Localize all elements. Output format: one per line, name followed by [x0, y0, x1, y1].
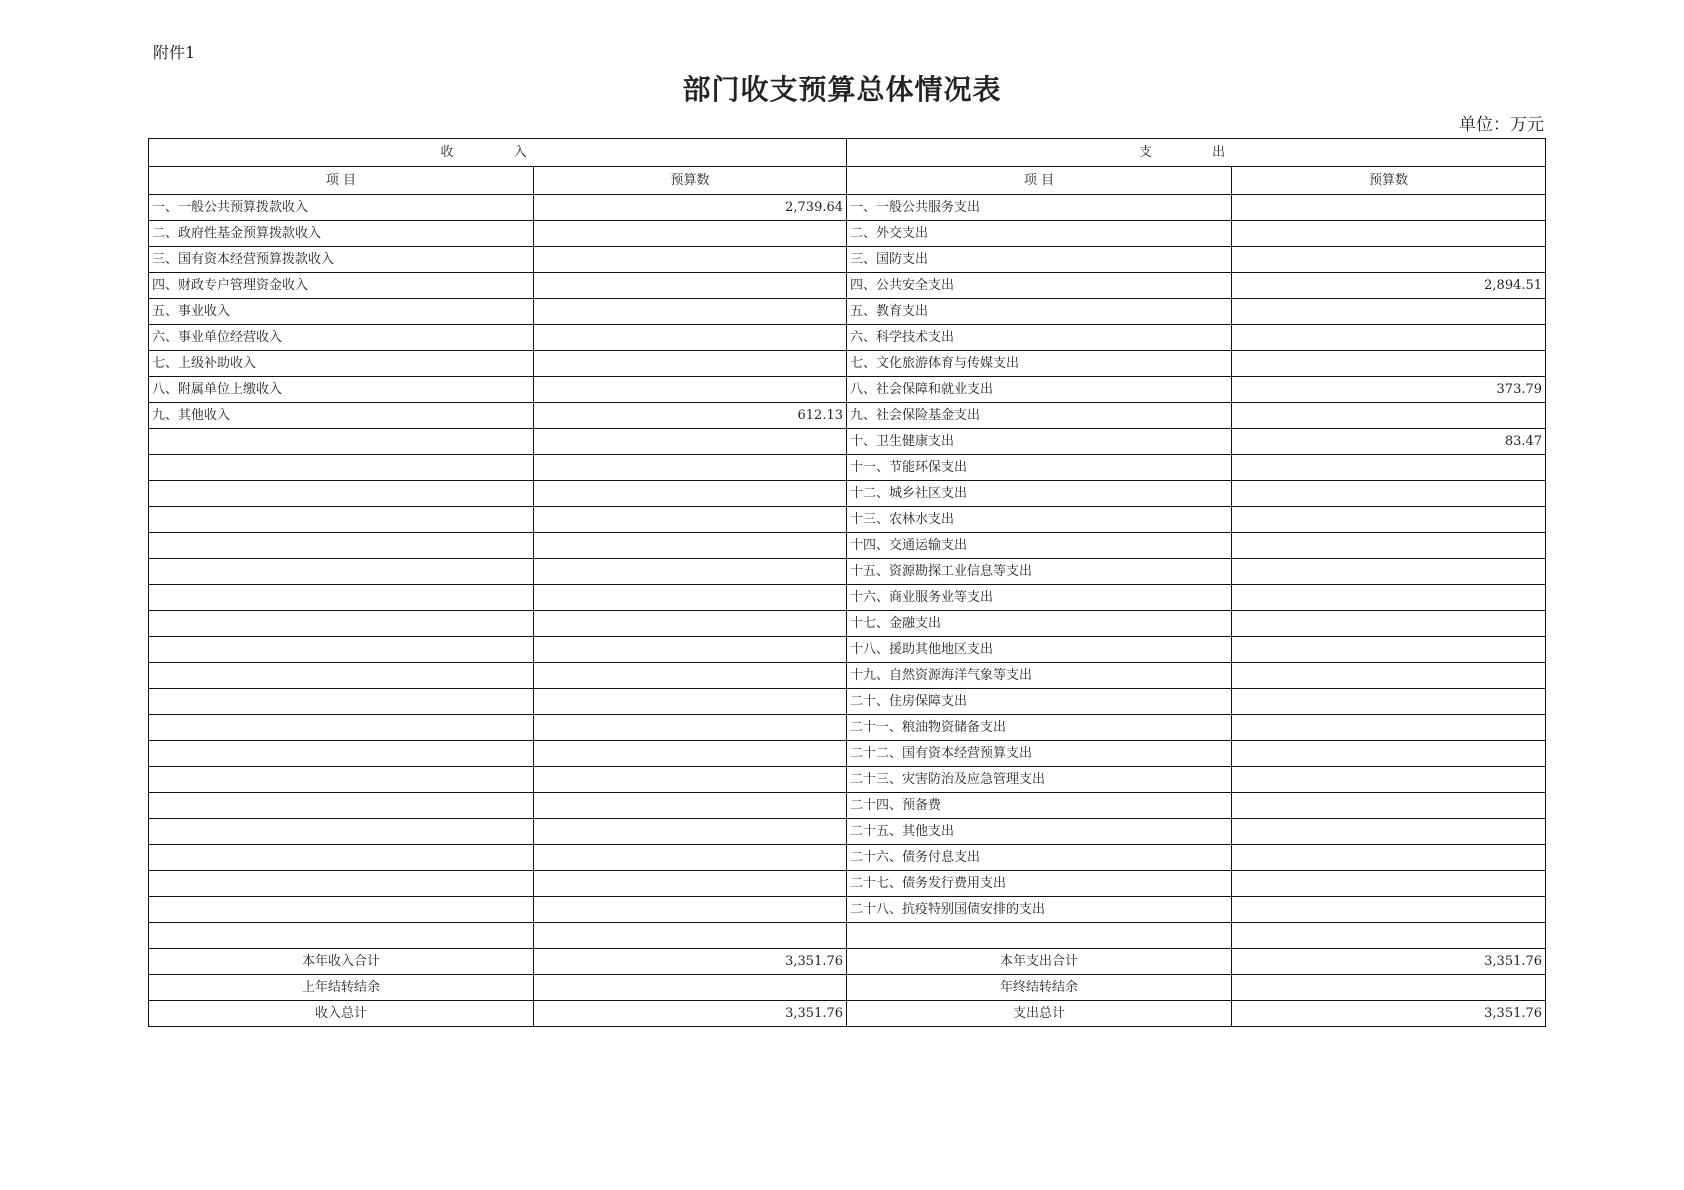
- expense-amount-cell: [1232, 689, 1546, 715]
- income-item-cell: 九、其他收入: [149, 403, 534, 429]
- expense-item-cell: 二十八、抗疫特别国债安排的支出: [847, 897, 1232, 923]
- income-item-cell: [149, 793, 534, 819]
- table-row: [149, 403, 1546, 429]
- expense-amount-cell: [1232, 507, 1546, 533]
- page-title: 部门收支预算总体情况表: [682, 73, 1002, 106]
- expense-section-header: [847, 139, 1546, 167]
- income-amount-cell: [534, 767, 847, 793]
- expense-section-label: 支 出: [1138, 145, 1254, 160]
- income-amount-cell: [534, 299, 847, 325]
- table-row: [149, 559, 1546, 585]
- expense-total-amount: 3,351.76: [1232, 1001, 1546, 1027]
- total-row: [149, 1001, 1546, 1027]
- income-amount-cell: [534, 507, 847, 533]
- table-row: [149, 715, 1546, 741]
- income-amount-cell: [534, 221, 847, 247]
- income-amount-cell: [534, 923, 847, 949]
- expense-item-cell: 七、文化旅游体育与传媒支出: [847, 351, 1232, 377]
- income-item-cell: [149, 819, 534, 845]
- income-item-cell: [149, 741, 534, 767]
- expense-item-cell: 二十二、国有资本经营预算支出: [847, 741, 1232, 767]
- expense-item-cell: 五、教育支出: [847, 299, 1232, 325]
- expense-item-cell: 十八、援助其他地区支出: [847, 637, 1232, 663]
- income-amount-cell: [534, 585, 847, 611]
- table-row: [149, 819, 1546, 845]
- income-item-cell: 五、事业收入: [149, 299, 534, 325]
- table-row: [149, 247, 1546, 273]
- table-row: [149, 767, 1546, 793]
- income-item-cell: [149, 845, 534, 871]
- expense-amount-cell: [1232, 611, 1546, 637]
- expense-item-cell: 二十六、债务付息支出: [847, 845, 1232, 871]
- income-amount-cell: [534, 819, 847, 845]
- table-row: [149, 923, 1546, 949]
- income-item-cell: [149, 455, 534, 481]
- expense-item-cell: 十二、城乡社区支出: [847, 481, 1232, 507]
- income-item-cell: 一、一般公共预算拨款收入: [149, 195, 534, 221]
- expense-item-cell: 十五、资源勘探工业信息等支出: [847, 559, 1232, 585]
- income-item-cell: 八、附属单位上缴收入: [149, 377, 534, 403]
- income-amount-header: 预算数: [534, 167, 847, 195]
- table-row: [149, 221, 1546, 247]
- table-row: [149, 195, 1546, 221]
- income-amount-cell: [534, 273, 847, 299]
- income-item-cell: 二、政府性基金预算拨款收入: [149, 221, 534, 247]
- expense-item-cell: 二十四、预备费: [847, 793, 1232, 819]
- income-amount-cell: [534, 559, 847, 585]
- expense-amount-cell: [1232, 585, 1546, 611]
- expense-item-cell: 十七、金融支出: [847, 611, 1232, 637]
- income-item-cell: [149, 897, 534, 923]
- total-row: [149, 949, 1546, 975]
- income-amount-cell: [534, 741, 847, 767]
- income-amount-cell: [534, 611, 847, 637]
- expense-item-cell: 二十三、灾害防治及应急管理支出: [847, 767, 1232, 793]
- expense-amount-cell: [1232, 403, 1546, 429]
- expense-amount-cell: [1232, 533, 1546, 559]
- expense-item-cell: [847, 923, 1232, 949]
- table-row: [149, 481, 1546, 507]
- income-amount-cell: [534, 845, 847, 871]
- budget-table-body: [149, 139, 1546, 1027]
- expense-amount-cell: [1232, 767, 1546, 793]
- expense-amount-cell: 2,894.51: [1232, 273, 1546, 299]
- expense-amount-cell: 83.47: [1232, 429, 1546, 455]
- expense-item-cell: 十、卫生健康支出: [847, 429, 1232, 455]
- income-item-cell: [149, 689, 534, 715]
- table-row: [149, 429, 1546, 455]
- expense-item-cell: 二十五、其他支出: [847, 819, 1232, 845]
- expense-amount-cell: [1232, 741, 1546, 767]
- expense-item-cell: 六、科学技术支出: [847, 325, 1232, 351]
- table-row: [149, 533, 1546, 559]
- attachment-label: 附件1: [153, 43, 196, 62]
- income-item-cell: [149, 663, 534, 689]
- table-row: [149, 585, 1546, 611]
- income-item-cell: [149, 767, 534, 793]
- income-item-header: 项 目: [149, 167, 534, 195]
- table-row: [149, 871, 1546, 897]
- expense-item-cell: 二十一、粮油物资储备支出: [847, 715, 1232, 741]
- column-header-row: [149, 167, 1546, 195]
- expense-item-header: 项 目: [847, 167, 1232, 195]
- income-item-cell: [149, 923, 534, 949]
- expense-item-cell: 九、社会保险基金支出: [847, 403, 1232, 429]
- income-amount-cell: [534, 793, 847, 819]
- table-row: [149, 741, 1546, 767]
- table-row: [149, 637, 1546, 663]
- income-amount-cell: [534, 897, 847, 923]
- income-amount-cell: [534, 663, 847, 689]
- income-item-cell: [149, 637, 534, 663]
- table-row: [149, 897, 1546, 923]
- income-amount-cell: 2,739.64: [534, 195, 847, 221]
- expense-total-label: 年终结转结余: [847, 975, 1232, 1001]
- total-row: [149, 975, 1546, 1001]
- expense-item-cell: 十九、自然资源海洋气象等支出: [847, 663, 1232, 689]
- expense-total-label: 本年支出合计: [847, 949, 1232, 975]
- income-section-header: [149, 139, 847, 167]
- income-item-cell: [149, 611, 534, 637]
- table-row: [149, 325, 1546, 351]
- expense-item-cell: 八、社会保障和就业支出: [847, 377, 1232, 403]
- income-item-cell: [149, 429, 534, 455]
- expense-item-cell: 十三、农林水支出: [847, 507, 1232, 533]
- expense-amount-cell: [1232, 247, 1546, 273]
- expense-amount-cell: [1232, 845, 1546, 871]
- table-row: [149, 793, 1546, 819]
- budget-table: [148, 138, 1546, 1027]
- expense-amount-cell: 373.79: [1232, 377, 1546, 403]
- expense-amount-cell: [1232, 351, 1546, 377]
- income-item-cell: 七、上级补助收入: [149, 351, 534, 377]
- table-row: [149, 845, 1546, 871]
- income-total-label: 收入总计: [149, 1001, 534, 1027]
- income-amount-cell: 612.13: [534, 403, 847, 429]
- expense-item-cell: 十六、商业服务业等支出: [847, 585, 1232, 611]
- income-amount-cell: [534, 325, 847, 351]
- income-amount-cell: [534, 247, 847, 273]
- income-item-cell: 六、事业单位经营收入: [149, 325, 534, 351]
- expense-amount-cell: [1232, 819, 1546, 845]
- income-item-cell: [149, 871, 534, 897]
- income-section-label: 收 入: [440, 145, 555, 160]
- table-row: [149, 273, 1546, 299]
- income-amount-cell: [534, 481, 847, 507]
- expense-amount-cell: [1232, 923, 1546, 949]
- unit-label: 单位：万元: [1459, 115, 1544, 135]
- income-amount-cell: [534, 689, 847, 715]
- expense-amount-cell: [1232, 897, 1546, 923]
- expense-amount-cell: [1232, 637, 1546, 663]
- income-item-cell: 三、国有资本经营预算拨款收入: [149, 247, 534, 273]
- expense-item-cell: 二十、住房保障支出: [847, 689, 1232, 715]
- income-amount-cell: [534, 871, 847, 897]
- expense-item-cell: 一、一般公共服务支出: [847, 195, 1232, 221]
- expense-item-cell: 二、外交支出: [847, 221, 1232, 247]
- table-row: [149, 689, 1546, 715]
- income-item-cell: [149, 533, 534, 559]
- income-amount-cell: [534, 351, 847, 377]
- income-amount-cell: [534, 715, 847, 741]
- section-header-row: [149, 139, 1546, 167]
- expense-amount-cell: [1232, 481, 1546, 507]
- income-total-amount: 3,351.76: [534, 949, 847, 975]
- table-row: [149, 663, 1546, 689]
- expense-amount-header: 预算数: [1232, 167, 1546, 195]
- expense-amount-cell: [1232, 299, 1546, 325]
- expense-amount-cell: [1232, 559, 1546, 585]
- income-item-cell: [149, 559, 534, 585]
- table-row: [149, 351, 1546, 377]
- income-amount-cell: [534, 377, 847, 403]
- income-total-amount: [534, 975, 847, 1001]
- income-total-label: 上年结转结余: [149, 975, 534, 1001]
- expense-amount-cell: [1232, 793, 1546, 819]
- table-row: [149, 299, 1546, 325]
- income-amount-cell: [534, 637, 847, 663]
- expense-amount-cell: [1232, 663, 1546, 689]
- expense-item-cell: 二十七、债务发行费用支出: [847, 871, 1232, 897]
- income-amount-cell: [534, 455, 847, 481]
- expense-item-cell: 三、国防支出: [847, 247, 1232, 273]
- income-amount-cell: [534, 429, 847, 455]
- expense-amount-cell: [1232, 195, 1546, 221]
- expense-amount-cell: [1232, 871, 1546, 897]
- table-row: [149, 507, 1546, 533]
- expense-amount-cell: [1232, 455, 1546, 481]
- income-item-cell: [149, 715, 534, 741]
- expense-total-label: 支出总计: [847, 1001, 1232, 1027]
- table-row: [149, 377, 1546, 403]
- expense-amount-cell: [1232, 325, 1546, 351]
- income-total-label: 本年收入合计: [149, 949, 534, 975]
- income-item-cell: [149, 507, 534, 533]
- expense-amount-cell: [1232, 715, 1546, 741]
- expense-item-cell: 十四、交通运输支出: [847, 533, 1232, 559]
- income-item-cell: [149, 481, 534, 507]
- table-row: [149, 455, 1546, 481]
- expense-amount-cell: [1232, 221, 1546, 247]
- income-item-cell: 四、财政专户管理资金收入: [149, 273, 534, 299]
- expense-total-amount: 3,351.76: [1232, 949, 1546, 975]
- table-row: [149, 611, 1546, 637]
- expense-item-cell: 十一、节能环保支出: [847, 455, 1232, 481]
- income-total-amount: 3,351.76: [534, 1001, 847, 1027]
- income-item-cell: [149, 585, 534, 611]
- expense-total-amount: [1232, 975, 1546, 1001]
- expense-item-cell: 四、公共安全支出: [847, 273, 1232, 299]
- income-amount-cell: [534, 533, 847, 559]
